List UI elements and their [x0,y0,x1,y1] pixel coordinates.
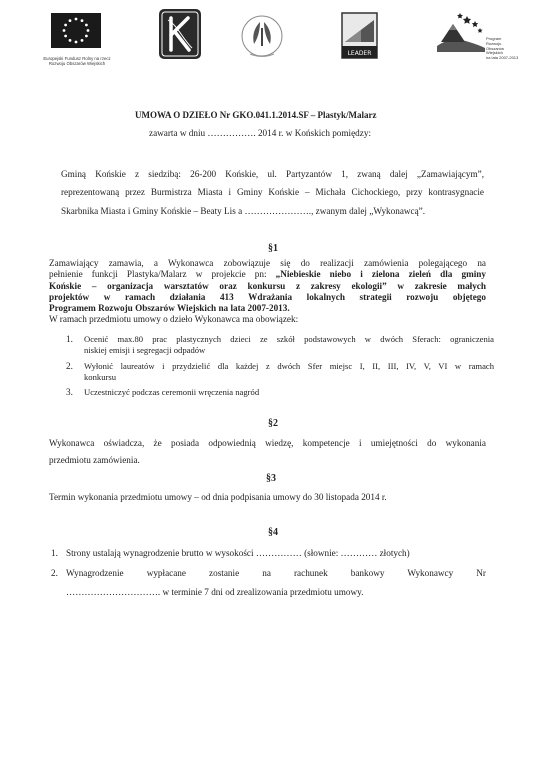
leader-text: LEADER [347,50,372,57]
s1-paragraph-line: Programem Rozwoju Obszarów Wiejskich na lata 2007-2013. [49,303,290,313]
prow-logo [431,12,487,52]
list-item-number: 1. [51,548,58,558]
prow-caption-line: Program [486,36,502,41]
parties-line: reprezentowaną przez Burmistrza Miasta i Gminy Końskie – Michała Cichockiego, przy kontrasygnacie [61,187,484,197]
prow-caption-line: Rozwoju [486,40,502,46]
section-1-heading: §1 [268,243,278,254]
prow-caption-line: Wiejskich [486,50,503,56]
list-item-text: Uczestniczyć podczas ceremonii wręczenia nagród [84,387,260,397]
s1-paragraph-line: Zamawiający zamawia, a Wykonawca zobowiązuje się do realizacji zamówienia polegającego na [49,258,486,268]
s2-paragraph-line: przedmiotu zamówienia. [49,455,140,465]
wreath-logo [238,10,286,62]
konskie-k-logo [158,8,202,60]
list-item-text: niskiej emisji i segregacji odpadów [84,345,206,355]
prow-caption [486,37,526,61]
leader-logo [341,12,378,59]
list-item-text: Strony ustalają wynagrodzenie brutto w wysokości …………… (słownie: ………… złotych) [66,548,410,558]
parties-line: Skarbnika Miasta i Gminy Końskie – Beaty Lis a …………………., zwanym dalej „Wykonawcą”. [61,206,426,216]
parties-line: Gminą Końskie z siedzibą: 26-200 Końskie, ul. Partyzantów 1, zwaną dalej „Zamawiającym”, [61,169,484,179]
list-item-number: 3. [66,387,73,397]
eu-caption-line: Rozwoju Obszarów Wiejskich [48,61,106,66]
list-item-number: 1. [66,334,73,344]
eu-caption [31,56,123,66]
section-2-heading: §2 [268,418,278,429]
logo-strip [0,0,545,80]
eu-caption-line: Europejski Fundusz Rolny na rzecz [43,56,111,61]
eu-flag-logo [51,13,101,48]
list-item-text: Wyłonić laureatów i przydzielić dla każdej z dwóch Sfer miejsc I, II, III, IV, V, VI w ramach [84,361,494,371]
concluded-line: zawarta w dniu ……………. 2014 r. w Końskich pomiędzy: [149,128,371,138]
list-item-number: 2. [66,361,73,371]
prow-caption-line: Obszarów [486,45,505,51]
section-3-heading: §3 [266,473,276,484]
prow-caption-line: na lata 2007-2013 [486,55,519,61]
contract-title: UMOWA O DZIEŁO Nr GKO.041.1.2014.SF – Plastyk/Malarz [135,110,377,120]
s1-line2-normal: pełnienie funkcji Plastyka/Malarz w projekcie pn: [49,269,276,279]
list-item-text: konkursu [84,372,116,382]
list-item-text: Ocenić max.80 prac plastycznych dzieci ze szkół podstawowych w dwóch Sferach: ograniczenia [84,334,494,344]
list-item-number: 2. [51,568,58,578]
s1-paragraph-line: W ramach przedmiotu umowy o dzieło Wykonawca ma obowiązek: [49,314,299,324]
project-name-bold: „Niebieskie niebo i zielona zieleń dla gminy [275,269,486,279]
section-4-heading: §4 [268,527,278,538]
s1-paragraph-line: projektów w ramach działania 413 Wdrażania lokalnych strategii rozwoju objętego [49,292,486,302]
s1-paragraph-line: Końskie – organizacja warsztatów oraz konkursu z zakresy ekologii” w zakresie małych [49,281,486,291]
list-item-text: …………………………. w terminie 7 dni od zrealizowania przedmiotu umowy. [66,587,364,597]
list-item-text: Wynagrodzenie wypłacane zostanie na rachunek bankowy Wykonawcy Nr [66,568,486,578]
s2-paragraph-line: Wykonawca oświadcza, że posiada odpowiednią wiedzę, kompetencje i umiejętności do wykonania [49,438,486,448]
s3-paragraph-line: Termin wykonania przedmiotu umowy – od dnia podpisania umowy do 30 listopada 2014 r. [49,492,387,502]
s1-paragraph-line [49,269,486,280]
